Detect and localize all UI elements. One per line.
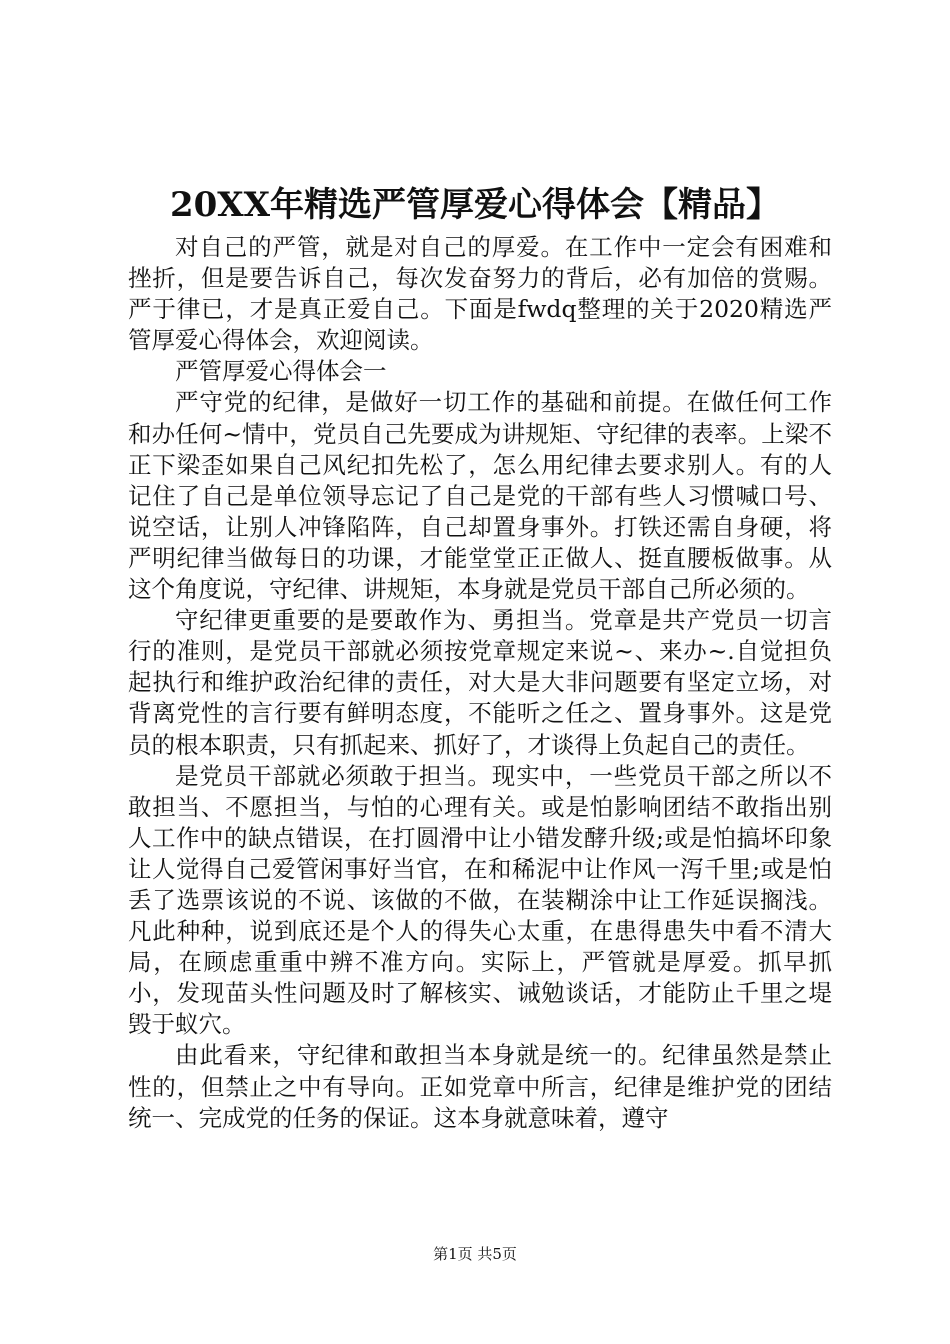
document-body (128, 232, 832, 1134)
page-footer: 第1页 共5页 (433, 1245, 517, 1263)
body-paragraph: 严守党的纪律，是做好一切工作的基础和前提。在做任何工作和办任何~情中，党员自己先要成为讲规矩、守纪律的表率。上梁不正下梁歪如果自己风纪扣先松了，怎么用纪律去要求别人。有的人记住了自己是单位领导忘记了自己是党的干部有些人习惯喊口号、说空话，让别人冲锋陷阵，自己却置身事外。打铁还需自身硬，将严明纪律当做每日的功课，才能堂堂正正做人、挺直腰板做事。从这个角度说，守纪律、讲规矩，本身就是党员干部自己所必须的。 (128, 388, 832, 604)
intro-paragraph: 对自己的严管，就是对自己的厚爱。在工作中一定会有困难和挫折，但是要告诉自己，每次发奋努力的背后，必有加倍的赏赐。严于律已，才是真正爱自己。下面是fwdq整理的关于2020精选严管厚爱心得体会，欢迎阅读。 (128, 233, 832, 355)
body-paragraph: 守纪律更重要的是要敢作为、勇担当。党章是共产党员一切言行的准则，是党员干部就必须按党章规定来说~、来办~.自觉担负起执行和维护政治纪律的责任，对大是大非问题要有坚定立场，对背离党性的言行要有鲜明态度，不能听之任之、置身事外。这是党员的根本职责，只有抓起来、抓好了，才谈得上负起自己的责任。 (128, 606, 832, 759)
body-paragraph: 是党员干部就必须敢于担当。现实中，一些党员干部之所以不敢担当、不愿担当，与怕的心理有关。或是怕影响团结不敢指出别人工作中的缺点错误，在打圆滑中让小错发酵升级;或是怕搞坏印象让人觉得自己爱管闲事好当官，在和稀泥中让作风一泻千里;或是怕丢了选票该说的不说、该做的不做，在装糊涂中让工作延误搁浅。凡此种种，说到底还是个人的得失心太重，在患得患失中看不清大局，在顾虑重重中辨不准方向。实际上，严管就是厚爱。抓早抓小，发现苗头性问题及时了解核实、诫勉谈话，才能防止千里之堤毁于蚁穴。 (128, 761, 832, 1039)
body-paragraph: 由此看来，守纪律和敢担当本身就是统一的。纪律虽然是禁止性的，但禁止之中有导向。正如党章中所言，纪律是维护党的团结统一、完成党的任务的保证。这本身就意味着，遵守 (128, 1041, 832, 1132)
section-heading: 严管厚爱心得体会一 (175, 357, 387, 386)
document-title: 20XX年精选严管厚爱心得体会【精品】 (169, 185, 781, 225)
